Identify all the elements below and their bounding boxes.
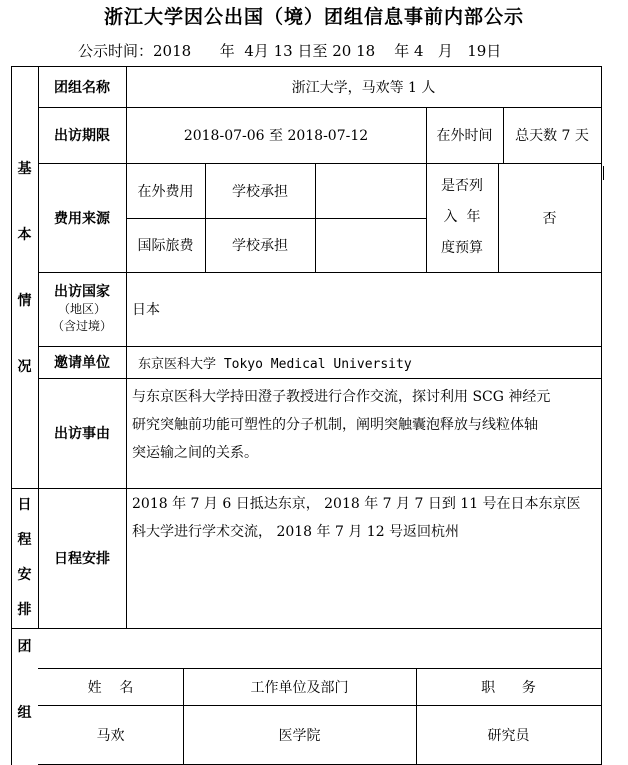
section-group: 团 组: [17, 639, 32, 721]
inviter-value: 东京医科大学 Tokyo Medical University: [138, 356, 412, 372]
abroad-time-value: 总天数 7 天: [515, 128, 589, 144]
member-header-name: 姓 名: [87, 679, 134, 696]
member-unit: 医学院: [278, 727, 321, 744]
abroad-time-label: 在外时间: [436, 128, 493, 144]
inviter-label: 邀请单位: [54, 355, 110, 371]
period-label: 出访期限: [54, 128, 110, 144]
section-basic-info: 基 本 情 况: [17, 161, 32, 375]
group-name-value: 浙江大学，马欢等 1 人: [291, 79, 436, 96]
page-title: 浙江大学因公出国（境）团组信息事前内部公示: [103, 6, 524, 28]
member-header-position: 职 务: [481, 679, 536, 696]
travel-cost-value: 学校承担: [232, 238, 288, 254]
schedule-label: 日程安排: [54, 551, 110, 567]
schedule-text: 2018 年 7 月 6 日抵达东京， 2018 年 7 月 7 日到 11 号在日本东京医 科大学进行学术交流， 2018 年 7 月 12 号返回杭州: [132, 496, 581, 540]
funding-label: 费用来源: [54, 210, 110, 227]
member-header-unit: 工作单位及部门: [250, 679, 349, 696]
country-value: 日本: [132, 302, 160, 318]
publish-time: 公示时间：2018 年 4月 13 日至 20 18 年 4 月 19日: [78, 42, 502, 60]
group-name-label: 团组名称: [54, 79, 110, 96]
budget-value: 否: [542, 210, 557, 227]
member-name: 马欢: [96, 727, 125, 744]
purpose-label: 出访事由: [54, 426, 110, 442]
member-position: 研究员: [487, 727, 530, 744]
purpose-text: 与东京医科大学持田澄子教授进行合作交流，探讨利用 SCG 神经元 研究突触前功能可塑性的分子机制，阐明突触囊泡释放与线粒体轴 突运输之间的关系。: [132, 389, 551, 461]
period-value: 2018-07-06 至 2018-07-12: [183, 128, 369, 144]
travel-cost-label: 国际旅费: [137, 238, 194, 254]
country-label: 出访国家 （地区） （含过境）: [51, 283, 112, 333]
budget-label: 是否列 入 年 度预算: [441, 178, 483, 256]
abroad-cost-value: 学校承担: [232, 183, 288, 200]
abroad-cost-label: 在外费用: [137, 183, 194, 200]
section-schedule: 日 程 安 排: [17, 497, 32, 618]
